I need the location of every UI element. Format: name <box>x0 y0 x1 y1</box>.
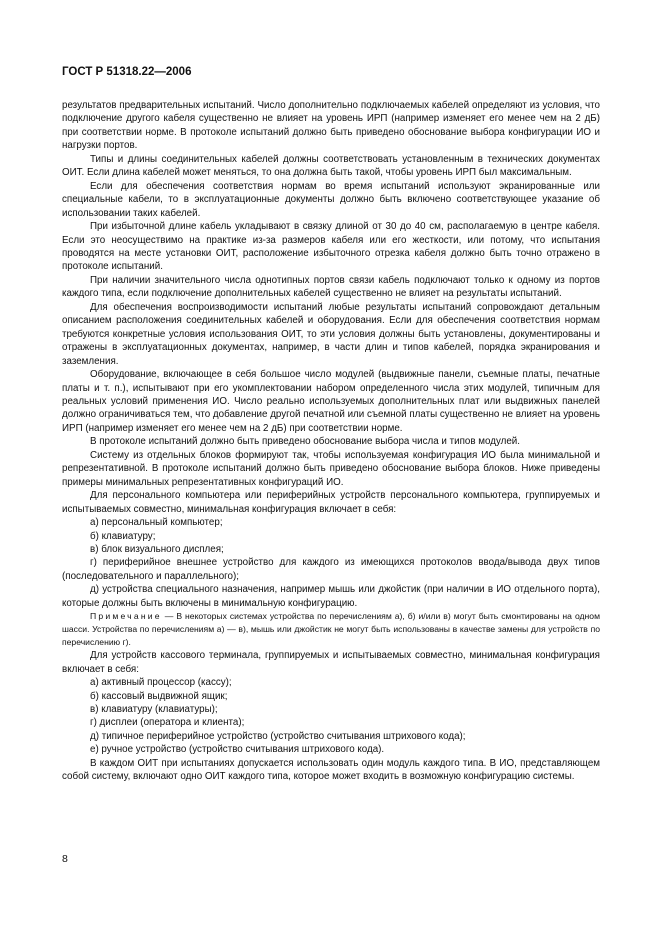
paragraph: В протоколе испытаний должно быть приведено обоснование выбора числа и типов модулей. <box>90 436 520 448</box>
paragraph: Для обеспечения воспроизводимости испытаний любые результаты испытаний сопровождают детальным описанием расположения соединительных кабелей и оборудования. Если для обеспечения соответствия нормам требуются конкретные условия использования ОИТ, то эти условия должны быть установлены, документированы и отражены в эксплуатационных документах, например, в части длин и типов кабелей, порядка экранирования и заземления. <box>62 301 600 367</box>
list-item: в) блок визуального дисплея; <box>90 543 224 555</box>
list-item: в) клавиатуру (клавиатуры); <box>90 704 218 716</box>
note-label: Примечание <box>90 611 162 622</box>
paragraph: При избыточной длине кабель укладывают в связку длиной от 30 до 40 см, располагаемую в центре кабеля. Если это неосуществимо на практике из-за размеров кабеля или его жесткости, или потому, что испытания проводятся на месте установки ОИТ, расположение избыточного отрезка кабеля должно быть точно отражено в протоколе испытаний. <box>62 221 600 273</box>
paragraph: Если для обеспечения соответствия нормам во время испытаний используют экранированные или специальные кабели, то в эксплуатационные документы должно быть включено соответствующее указание об использовании таких кабелей. <box>62 180 600 219</box>
list-item: а) активный процессор (кассу); <box>90 677 232 689</box>
body-text <box>62 99 600 784</box>
paragraph: В каждом ОИТ при испытаниях допускается использовать один модуль каждого типа. В ИО, представляющем собой систему, включают одно ОИТ каждого типа, которое может входить в возможную конфигурацию системы. <box>62 757 600 783</box>
list-item: д) типичное периферийное устройство (устройство считывания штрихового кода); <box>90 730 466 742</box>
list-item: г) периферийное внешнее устройство для каждого из имеющихся протоколов ввода/вывода двух типов (последовательного и параллельного); <box>62 557 600 582</box>
list-item: б) кассовый выдвижной ящик; <box>90 690 228 702</box>
list-item: д) устройства специального назначения, например мышь или джойстик (при наличии в ИО отдельного порта), которые должны быть включены в минимальную конфигурацию. <box>62 584 600 609</box>
paragraph: Типы и длины соединительных кабелей должны соответствовать установленным в технических документах ОИТ. Если длина кабелей может меняться, то она должна быть такой, чтобы уровень ИРП был максимальным. <box>62 153 600 179</box>
paragraph: Систему из отдельных блоков формируют так, чтобы используемая конфигурация ИО была минимальной и репрезентативной. В протоколе испытаний должно быть приведено обоснование выбора блоков. Ниже приведены примеры минимальных репрезентативных конфигураций ИО. <box>62 449 600 488</box>
document-header: ГОСТ Р 51318.22—2006 <box>62 66 192 78</box>
note-text: — В некоторых системах устройства по перечислениям а), б) и/или в) могут быть смонтированы на одном шасси. Устройства по перечислениям а) — в), мышь или джойстик не могут быть использованы в качестве замены для устройств по перечислению г). <box>62 611 600 648</box>
list-item: г) дисплеи (оператора и клиента); <box>90 717 245 729</box>
paragraph: Для персонального компьютера или периферийных устройств персонального компьютера, группируемых и испытываемых совместно, минимальная конфигурация включает в себя: <box>62 490 600 515</box>
list-item: е) ручное устройство (устройство считывания штрихового кода). <box>90 744 385 756</box>
paragraph: Для устройств кассового терминала, группируемых и испытываемых совместно, минимальная конфигурация включает в себя: <box>62 650 600 675</box>
document-page <box>62 66 600 784</box>
page-number: 8 <box>62 853 68 865</box>
list-item: а) персональный компьютер; <box>90 517 223 529</box>
paragraph: При наличии значительного числа однотипных портов связи кабель подключают только к одному из портов каждого типа, если подключение дополнительных кабелей существенно не влияет на результаты испытаний. <box>62 274 600 300</box>
paragraph: Оборудование, включающее в себя большое число модулей (выдвижные панели, съемные платы, печатные платы и т. п.), испытывают при его укомплектовании набором определенного числа этих модулей, типичным для реальных условий применения ИО. Число реально используемых дополнительных плат или выдвижных панелей должно ограничиваться тем, что добавление другой печатной или съемной платы существенно не влияет на уровень ИРП (например изменяет его менее чем на 2 дБ) при соответствии норме. <box>62 369 600 434</box>
note <box>62 610 600 649</box>
paragraph: результатов предварительных испытаний. Число дополнительно подключаемых кабелей определяют из условия, что подключение другого кабеля существенно не влияет на уровень ИРП (например изменяет его менее чем на 2 дБ) при соответствии норме. В протоколе испытаний должно быть приведено обоснование выбора конфигурации ИО и нагрузки портов. <box>62 100 600 152</box>
list-item: б) клавиатуру; <box>90 530 156 542</box>
